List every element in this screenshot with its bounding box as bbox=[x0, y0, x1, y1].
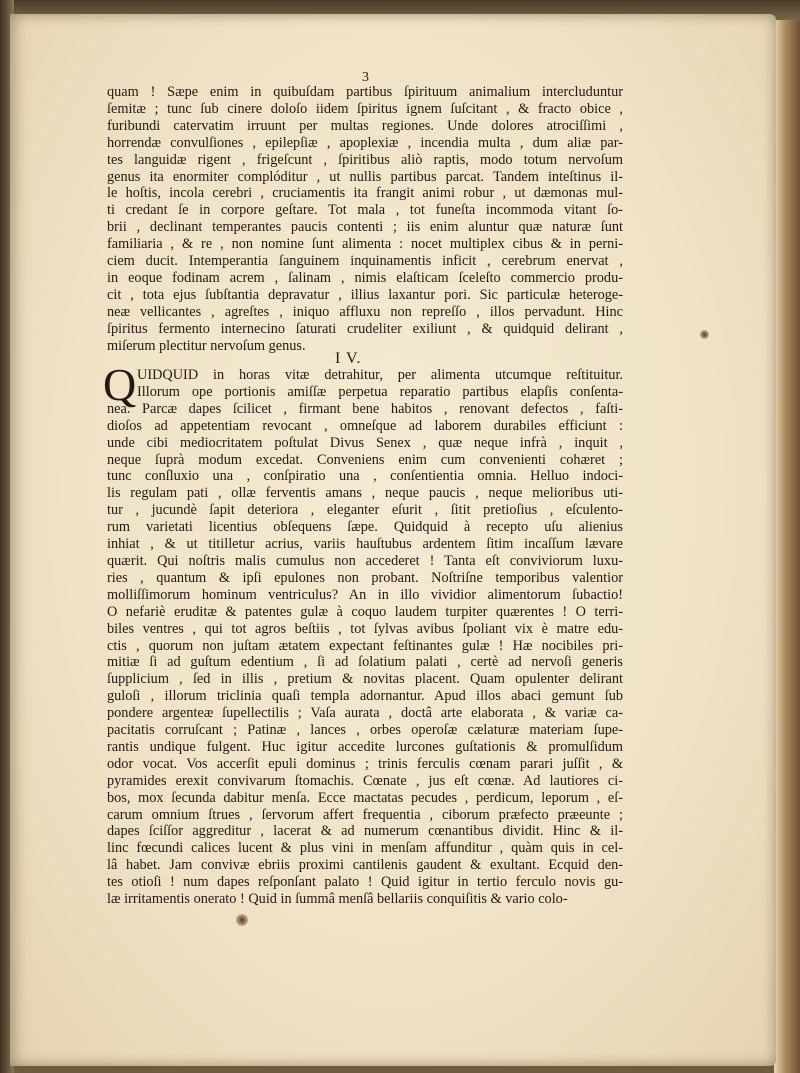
text-line: UIDQUID in horas vitæ detrahitur, per alimenta utcumque reſtituitur. bbox=[137, 367, 623, 383]
text-line: quam ! Sæpe enim in quibuſdam partibus ſpirituum animalium intercluduntur bbox=[107, 84, 623, 100]
paragraph-2 bbox=[107, 367, 623, 908]
text-line: odor vocat. Vos accerſit epuli dominus ; trinis ferculis cœnam parari juſſit , & bbox=[107, 755, 623, 772]
text-line: ſemitæ ; tunc ſub cinere doloſo iidem ſpiritus ignem ſuſcitant , & fracto obice , bbox=[107, 100, 623, 117]
text-line: neæ vellicantes , agreſtes , iniquo affluxu non repreſſo , illos pervadunt. Hinc bbox=[107, 303, 623, 320]
text-line: horrendæ convulſiones , epilepſiæ , apoplexiæ , incendia multa , dum aliæ par- bbox=[107, 134, 623, 151]
text-line: carum omnium ſtrues , ſervorum affert frequentia , ciborum præfecto præeunte ; bbox=[107, 806, 623, 823]
text-line: bos, mox ſecunda dabitur menſa. Ecce mactatas pecudes , perdicum, leporum , eſ- bbox=[107, 789, 623, 806]
text-line: guloſi , illorum triclinia quaſi templa adornantur. Apud illos abaci gemunt ſub bbox=[107, 688, 623, 705]
page-number: 3 bbox=[362, 70, 369, 85]
text-line: in eoque fodinam acrem , ſalinam , nimis elaſticam ſceleſto commercio produ- bbox=[107, 269, 623, 286]
text-line: neque ſuprà modum excedat. Conveniens enim cum convenienti cohæret ; bbox=[107, 451, 623, 468]
text-line: inhiat , & ut titilletur acrius, variis hauſtubus ardentem ſitim incaſſum lævare bbox=[107, 536, 623, 553]
ink-blot bbox=[700, 330, 709, 339]
text-line: O nefariè eruditæ & patentes gulæ à coquo laudem turpiter quærentes ! O terri- bbox=[107, 603, 623, 620]
text-line: rantis undique fulgent. Huc igitur accedite lurcones guſtationis & promulſidum bbox=[107, 738, 623, 755]
text-line: lis regulam pati , ollæ ferventis amans , neque paucis , neque melioribus uti- bbox=[107, 485, 623, 502]
text-line: tur , jucundè ſapit deteriora , eleganter eſurit , ſitit pretioſius , eſculento- bbox=[107, 502, 623, 519]
text-line: pondere argenteæ ſupellectilis ; Vaſa aurata , doctâ arte elaborata , & variæ ca- bbox=[107, 705, 623, 722]
ink-blot bbox=[236, 914, 248, 926]
text-line: tes otioſi ! num dapes reſponſant palato ! Quid igitur in tertio ferculo novis gu- bbox=[107, 874, 623, 891]
text-line: linc fœcundi calices lucent & plus vini in menſam affunditur , quàm quis in cel- bbox=[107, 840, 623, 857]
text-line: læ irritamentis onerato ! Quid in ſummâ menſâ bellariis conquiſitis & vario colo- bbox=[107, 891, 568, 908]
text-line: familiaria , & re , non nomine ſunt alimenta : nocet multiplex cibus & in perni- bbox=[107, 236, 623, 253]
text-line: ti credant ſe in corpore geſtare. Tot mala , tot funeſta incommoda vitant ſo- bbox=[107, 202, 623, 219]
section-heading: I V. bbox=[335, 350, 362, 367]
text-line: furibundi catervatim irruunt per multas regiones. Unde dolores atrociſſimi , bbox=[107, 117, 623, 134]
text-line: mitiæ ſi ad guſtum edentium , ſi ad ſolatium palati , certè ad nervoſi generis bbox=[107, 654, 623, 671]
text-line: pyramides erexit convivarum ſtomachis. Cœnate , jus eſt cœnæ. Ad lautiores ci- bbox=[107, 772, 623, 789]
text-line: brii , declinant temperantes paucis contenti ; iis enim aluntur quæ naturæ ſunt bbox=[107, 219, 623, 236]
page-stack-edge bbox=[774, 20, 800, 1073]
text-line: ries , quantum & ipſi epulones non probant. Noſtriſne temporibus valentior bbox=[107, 569, 623, 586]
text-line: ſupplicium , ſed in illis , pretium & novitas placent. Quam opulenter delirant bbox=[107, 671, 623, 688]
text-line: lâ habet. Jam convivæ ebriis proximi cantilenis gaudent & exultant. Ecquid den- bbox=[107, 857, 623, 874]
text-line: rum varietati licentius obſequens ſæpe. Quidquid à recepto uſu alienius bbox=[107, 519, 623, 536]
text-line: tes languidæ rigent , frigeſcunt , ſpiritibus aliò raptis, modo totum nervoſum bbox=[107, 151, 623, 168]
text-line: unde cibi mediocritatem poſtulat Divus Senex , quæ neque infrà , inquit , bbox=[107, 434, 623, 451]
text-line: dioſos ad appetentiam revocant , omneſque ad laborem durabiles efficiunt : bbox=[107, 417, 623, 434]
text-line: cit , tota ejus ſubſtantia depravatur , illius laxantur pori. Sic particulæ heteroge- bbox=[107, 286, 623, 303]
drop-cap: Q bbox=[103, 359, 137, 410]
paragraph-1 bbox=[107, 84, 623, 355]
text-line: miſerum plectitur nervoſum genus. bbox=[107, 337, 306, 354]
text-line: le hoſtis, incola cerebri , cruciamentis ita frangit animi robur , ut dæmonas mul- bbox=[107, 185, 623, 202]
text-line: dapes ſciſſor aggreditur , lacerat & ad numerum cœnantibus dividit. Hinc & il- bbox=[107, 823, 623, 840]
text-line: tunc conſluxio una , conſpiratio una , conſentientia omnia. Helluo indoci- bbox=[107, 468, 623, 485]
text-line: ctis , quorum non juſtam ætatem expectant feſtinantes gulæ ! Hæ nocibiles pri- bbox=[107, 637, 623, 654]
text-line: genus ita enormiter complóditur , ut nullis partibus parcat. Tandem inteſtinus il- bbox=[107, 168, 623, 185]
text-line: biles ventres , qui tot agros beſtiis , tot ſylvas avibus ſpoliant vix è matre edu- bbox=[107, 620, 623, 637]
text-line: molliſſimorum hominum ventriculus? An in illo vividior alimentorum ſubactio! bbox=[107, 586, 623, 603]
text-line: nea. Parcæ dapes ſcilicet , firmant bene habitos , renovant defectos , faſti- bbox=[107, 400, 623, 417]
text-line: ſpiritus fermento internecino ſaturati crudeliter exiliunt , & quidquid delirant , bbox=[107, 320, 623, 337]
text-line: pacitatis corruſcant ; Patinæ , lances , orbes operoſæ cælaturæ materiam ſupe- bbox=[107, 722, 623, 739]
text-line: ciem ducit. Intemperantia ſanguinem inquinamentis inficit , cerebrum enervat , bbox=[107, 253, 623, 270]
text-line: Illorum ope portionis amiſſæ perpetua reparatio partibus elapſis conſenta- bbox=[137, 383, 623, 400]
text-line: quærit. Qui noſtris malis cumulus non accederet ! Tanta eſt conviviorum luxu- bbox=[107, 552, 623, 569]
